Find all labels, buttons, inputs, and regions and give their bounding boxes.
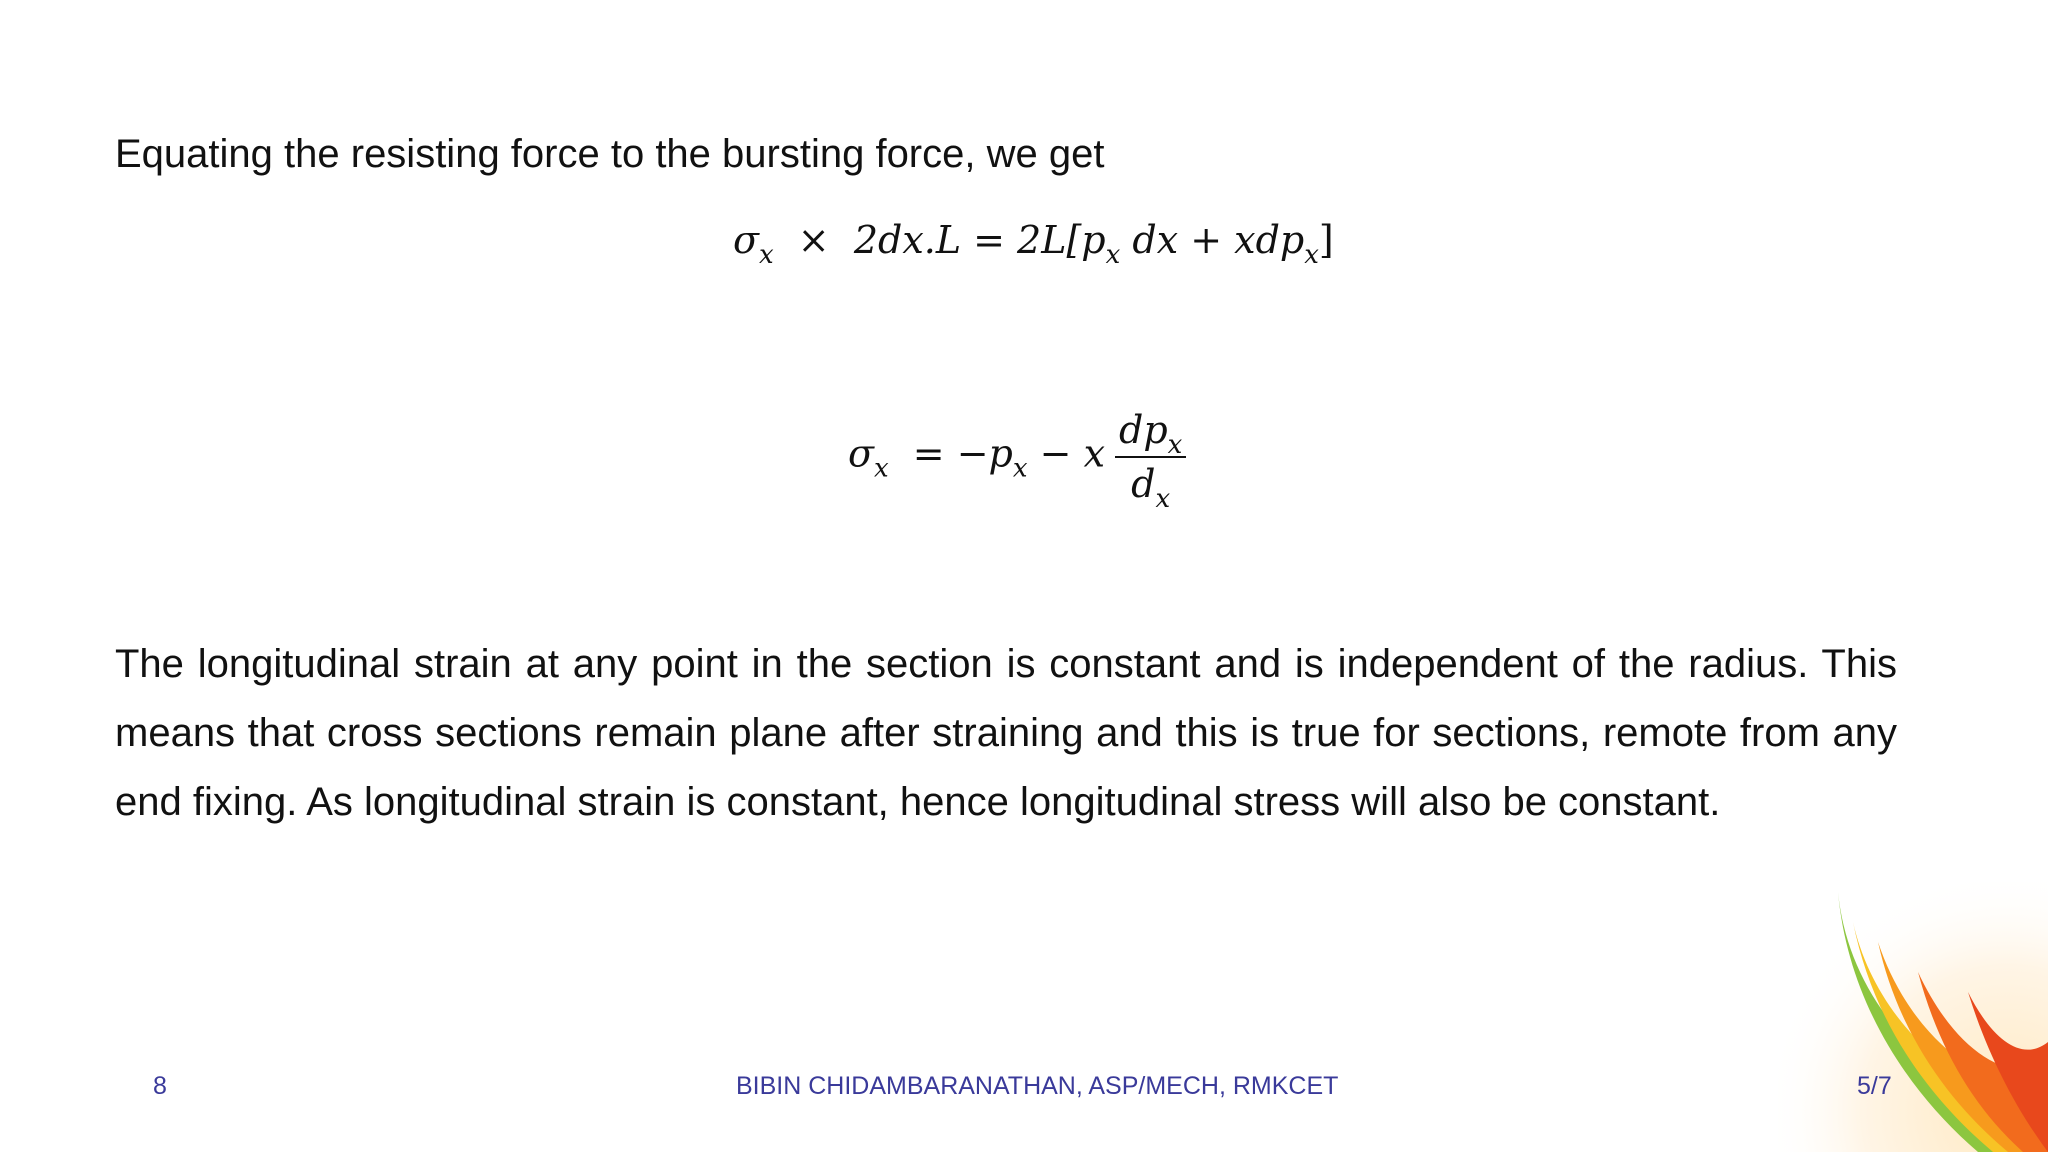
eq2-sub: x xyxy=(1167,430,1183,460)
eq1-sigma: σ xyxy=(733,218,759,262)
decorative-swoosh-graphic xyxy=(1778,882,2048,1152)
intro-text: Equating the resisting force to the bursting force, we get xyxy=(115,132,1105,176)
eq1-sub: x xyxy=(1304,240,1319,270)
equation-force-balance xyxy=(733,218,1334,270)
eq1-sub: x xyxy=(758,240,774,270)
eq2-den: d xyxy=(1131,462,1156,506)
footer-slide-ref: 5/7 xyxy=(1857,1072,1892,1100)
fraction-denominator xyxy=(1115,458,1186,514)
fraction-numerator xyxy=(1115,408,1186,458)
eq2-sigma: σ xyxy=(848,431,874,476)
eq1-middle: 2dx.L = 2L[p xyxy=(853,218,1106,262)
eq2-num: dp xyxy=(1119,408,1168,452)
eq2-sub: x xyxy=(873,453,889,484)
eq2-sub: x xyxy=(1012,453,1028,484)
eq2-minus-x: − x xyxy=(1039,431,1106,476)
eq1-close: ] xyxy=(1318,218,1334,262)
eq1-times: × xyxy=(797,218,830,262)
equation-longitudinal-stress xyxy=(848,408,1186,514)
footer-page-number: 8 xyxy=(153,1072,167,1100)
eq2-fraction xyxy=(1115,408,1186,514)
eq2-sub: x xyxy=(1155,484,1171,514)
footer-author: BIBIN CHIDAMBARANATHAN, ASP/MECH, RMKCET xyxy=(736,1072,1339,1100)
eq1-dx-plus: dx + xdp xyxy=(1132,218,1305,262)
explanation-paragraph: The longitudinal strain at any point in the section is constant and is independent of the radius. This means that cross sections remain plane after straining and this is true for sections, remote from any end fixing. As longitudinal strain is constant, hence longitudinal stress will also be constant. xyxy=(115,642,1897,824)
eq1-sub: x xyxy=(1105,240,1121,270)
eq2-equals-neg-p: = −p xyxy=(912,431,1013,476)
